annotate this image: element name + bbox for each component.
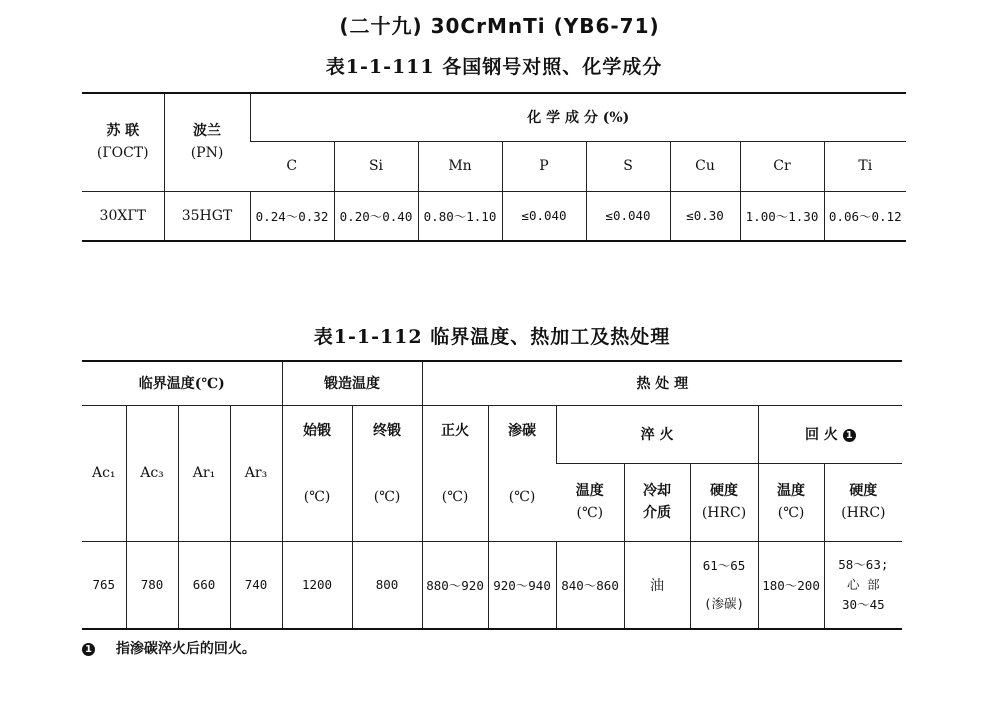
value-c: 0.24～0.32 — [250, 191, 334, 241]
temper-hardness-unit: (HRC) — [841, 505, 886, 521]
footnote-text: 指渗碳淬火后的回火。 — [115, 641, 256, 657]
temper-hardness-header — [824, 463, 902, 541]
element-ti: Ti — [824, 141, 906, 191]
forge-start-label: 始锻 — [303, 422, 332, 439]
critical-temperature-header: 临界温度(℃) — [82, 361, 282, 405]
heat-treatment-header: 热 处 理 — [422, 361, 902, 405]
element-p: P — [502, 141, 586, 191]
normalizing-label: 正火 — [441, 422, 470, 439]
carburizing-label: 渗碳 — [508, 422, 537, 439]
value-si: 0.20～0.40 — [334, 191, 418, 241]
value-mn: 0.80～1.10 — [418, 191, 502, 241]
element-cr: Cr — [740, 141, 824, 191]
quench-hardness-note: (渗碳) — [704, 595, 745, 611]
forge-start-unit: (℃) — [303, 488, 331, 505]
chemical-composition-group-header: 化 学 成 分 (%) — [250, 93, 906, 141]
temper-hardness-core: 30～45 — [842, 596, 885, 612]
poland-standard: (PN) — [190, 145, 224, 162]
ac3-header: Ac₃ — [126, 405, 178, 541]
ac1-header: Ac₁ — [82, 405, 126, 541]
carburizing-value: 920～940 — [488, 541, 556, 629]
ussr-grade: 30ХГТ — [82, 191, 164, 241]
element-mn: Mn — [418, 141, 502, 191]
ac1-value: 765 — [82, 541, 126, 629]
temper-label: 回 火 — [804, 427, 838, 443]
element-si: Si — [334, 141, 418, 191]
quench-medium-label-1: 冷却 — [643, 482, 672, 499]
value-cu: ≤0.30 — [670, 191, 740, 241]
normalizing-header — [422, 405, 488, 541]
element-cu: Cu — [670, 141, 740, 191]
ar1-value: 660 — [178, 541, 230, 629]
carburizing-unit: (℃) — [508, 488, 536, 505]
quench-hardness-header — [690, 463, 758, 541]
ussr-label: 苏 联 — [106, 122, 140, 139]
forge-start-value: 1200 — [282, 541, 352, 629]
temper-hardness-surface: 58～63; — [838, 556, 889, 572]
value-cr: 1.00～1.30 — [740, 191, 824, 241]
temper-temp-value: 180～200 — [758, 541, 824, 629]
quench-temp-value: 840～860 — [556, 541, 624, 629]
quench-medium-header — [624, 463, 690, 541]
ar3-header: Ar₃ — [230, 405, 282, 541]
temper-hardness-core-label: 心 部 — [847, 576, 880, 592]
temper-hardness-label: 硬度 — [849, 482, 878, 499]
table-row — [82, 191, 906, 241]
page-title: (二十九) 30CrMnTi (YB6-71) — [339, 14, 660, 38]
heat-treatment-table — [82, 360, 902, 630]
ussr-standard: (ГОСТ) — [96, 145, 149, 162]
value-p: ≤0.040 — [502, 191, 586, 241]
forge-end-header — [352, 405, 422, 541]
table-row — [82, 541, 902, 629]
quench-temp-label: 温度 — [575, 482, 604, 499]
quench-temp-unit: (℃) — [576, 505, 604, 521]
footnote-marker-icon: 1 — [843, 429, 856, 442]
normalizing-unit: (℃) — [441, 488, 469, 505]
ussr-header — [82, 93, 164, 191]
forging-temperature-header: 锻造温度 — [282, 361, 422, 405]
quench-hardness-range: 61～65 — [702, 557, 746, 573]
temper-temp-unit: (℃) — [777, 505, 805, 521]
quench-temp-header — [556, 463, 624, 541]
table1-caption: 表1-1-111 各国钢号对照、化学成分 — [325, 56, 663, 78]
forge-end-unit: (℃) — [373, 488, 401, 505]
ar1-header: Ar₁ — [178, 405, 230, 541]
quench-medium-value: 油 — [624, 541, 690, 629]
poland-header — [164, 93, 250, 191]
element-c: C — [250, 141, 334, 191]
value-s: ≤0.040 — [586, 191, 670, 241]
forge-start-header — [282, 405, 352, 541]
quench-hardness-label: 硬度 — [710, 482, 739, 499]
temper-header — [758, 405, 902, 463]
ac3-value: 780 — [126, 541, 178, 629]
table2-caption: 表1-1-112 临界温度、热加工及热处理 — [313, 326, 671, 348]
quench-header: 淬 火 — [556, 405, 758, 463]
temper-hardness-value — [824, 541, 902, 629]
value-ti: 0.06～0.12 — [824, 191, 906, 241]
quench-medium-label-2: 介质 — [643, 505, 672, 521]
footnote — [82, 638, 256, 658]
normalizing-value: 880～920 — [422, 541, 488, 629]
ar3-value: 740 — [230, 541, 282, 629]
poland-grade: 35HGT — [164, 191, 250, 241]
quench-hardness-unit: (HRC) — [701, 505, 747, 521]
carburizing-header — [488, 405, 556, 541]
temper-temp-label: 温度 — [777, 482, 806, 499]
temper-temp-header — [758, 463, 824, 541]
chemical-composition-table — [82, 92, 906, 242]
quench-hardness-value — [690, 541, 758, 629]
footnote-marker-icon: 1 — [82, 643, 95, 656]
poland-label: 波兰 — [193, 122, 221, 139]
forge-end-label: 终锻 — [373, 422, 402, 439]
forge-end-value: 800 — [352, 541, 422, 629]
element-s: S — [586, 141, 670, 191]
